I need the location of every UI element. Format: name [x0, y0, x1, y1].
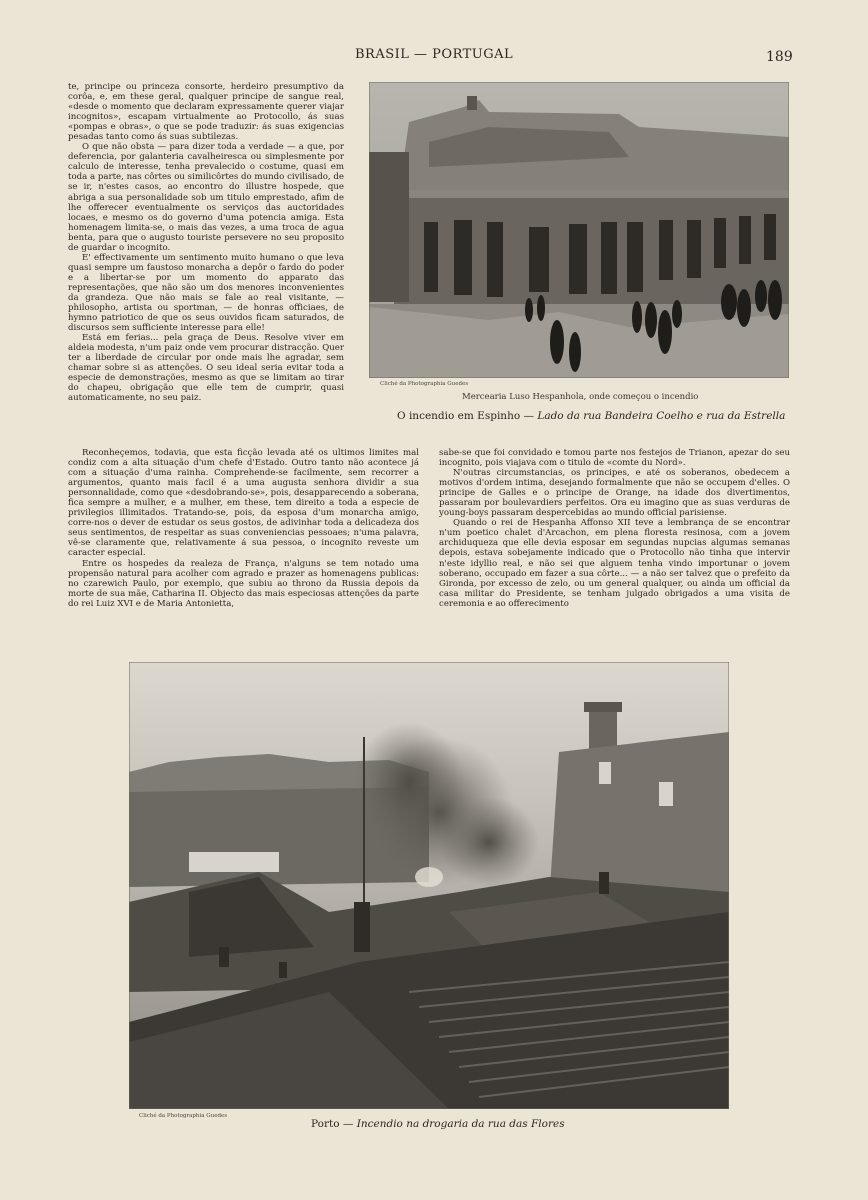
photo-espinho-image	[369, 82, 789, 378]
paragraph: Entre os hospedes da realeza de França, n'alguns se tem notado uma propensão natural para acolher com agrado e prazer as homenagens publicas: no czarewich Paulo, por exemplo, que subiu ao throno da Russia depois da morte de sua mãe, Catharina II. Objecto das mais especiosas attenções da parte do rei Luiz XVI e de Maria Antonietta,	[68, 558, 419, 609]
running-header: BRASIL — PORTUGAL	[355, 47, 514, 62]
photo-subcaption: Mercearia Luso Hespanhola, onde começou o incendio	[462, 392, 699, 402]
right-column-bottom	[439, 448, 790, 636]
caption-place: O incendio em Espinho —	[397, 410, 534, 422]
caption-detail: Lado da rua Bandeira Coelho e rua da Estrella	[537, 410, 786, 422]
paragraph: N'outras circumstancias, os principes, e até os soberanos, obedecem a motivos d'ordem intima, desejando formalmente que não se occupem d'elles. O principe de Galles e o principe de Orange, na idade dos divertimentos, passaram por boulevardiers perfeitos. Ora eu imagino que as suas verduras de young-boys passaram despercebidas ao mundo official parisiense.	[439, 468, 790, 519]
photo-porto-image	[129, 662, 729, 1109]
photo-porto-fire	[129, 662, 729, 1109]
photo-espinho-fire	[369, 82, 789, 378]
photo-credit: Cliché da Photographia Guedes	[380, 381, 469, 387]
paragraph: E' effectivamente um sentimento muito humano o que leva quasi sempre um faustoso monarcha a depôr o fardo do poder e a libertar-se por um momento do apparato das representações, que não são um dos menores inconvenientes da grandeza. Que não mais se fale ao real visitante, — philosopho, artista ou sportman, — de honras officiaes, de hymno patriotico de que os seus ouvidos ficam saturados, de discursos sem sufficiente interesse para elle!	[68, 252, 344, 334]
photo-caption	[397, 410, 785, 422]
photo-caption	[311, 1118, 565, 1130]
page-number: 189	[766, 49, 793, 65]
paragraph: te, principe ou princeza consorte, herdeiro presumptivo da corôa, e, em these geral, qualquer principe de sangue real, «desde o momento que declaram expressamente querer viajar incognitos», escapam virtualmente ao Protocollo, ás suas «pompas e obras», o que se pode traduzir: ás suas exigencias pesadas tanto como ás suas subtilezas.	[68, 82, 344, 143]
paragraph: O que não obsta — para dizer toda a verdade — a que, por deferencia, por galanteria cavalheiresca ou simplesmente por calculo de interesse, tenha prevalecido o costume, quasi em toda a parte, nas côrtes ou similicôrtes do mundo civilisado, de se ir, n'estes casos, ao encontro do illustre hospede, que abriga a sua personalidade sob um titulo emprestado, afim de lhe offerecer eventualmente os serviços das auctoridades locaes, e mesmo os do governo d'uma potencia amiga. Esta homenagem limita-se, o mais das vezes, a uma troca de agua benta, para que o augusto touriste persevere no seu proposito de guardar o incognito.	[68, 142, 344, 253]
paragraph: Está em ferias... pela graça de Deus. Resolve viver em aldeia modesta, n'um paiz onde vem procurar distracção. Quer ter a liberdade de circular por onde mais lhe agradar, sem chamar sobre si as attenções. O seu ideal seria evitar toda a especie de demonstrações, mesmo as que se limitam ao tirar do chapeu, obrigação que elle tem de cumprir, quasi automaticamente, no seu paiz.	[68, 333, 344, 404]
paragraph: Reconheçemos, todavia, que esta ficção levada até os ultimos limites mal condiz com a alta situação d'um chefe d'Estado. Outro tanto não acontece já com a situação d'uma rainha. Comprehende-se facilmente, sem recorrer a argumentos, quanto mais facil é a uma augusta senhora dividir a sua personnalidade, como que «desdobrando-se», pois, desapparecendo a soberana, fica sempre a mulher, e a mulher, em these, tem direito a toda a especie de privilegios illimitados. Tratando-se, pois, da esposa d'um monarcha amigo, corre-nos o dever de estudar os seus gostos, de adivinhar toda a delicadeza dos seus sentimentos, de respeitar as suas conveniencias pessoaes; n'uma palavra, vê-se claramente que, relativamente á sua pessoa, o incognito reveste um caracter especial.	[68, 448, 419, 559]
photo-credit: Cliché da Photographia Guedes	[139, 1113, 228, 1119]
caption-detail: Incendio na drogaria da rua das Flores	[356, 1118, 565, 1130]
caption-place: Porto —	[311, 1118, 354, 1130]
left-column-top	[68, 82, 344, 450]
paragraph: sabe-se que foi convidado e tomou parte nos festejos de Trianon, apezar do seu incognito, pois viajava com o titulo de «comte du Nord».	[439, 448, 790, 469]
paragraph: Quando o rei de Hespanha Affonso XII teve a lembrança de se encontrar n'um poetico chalet d'Arcachon, em plena floresta resinosa, com a jovem archiduqueza que elle devia esposar em segundas nupcias algumas semanas depois, estava sobejamente indicado que o Protocollo não tinha que intervir n'este idyllio real, e não sei que alguem tenha vindo importunar o jovem soberano, occupado em fazer a sua côrte... — a não ser talvez que o prefeito da Gironda, por excesso de zelo, ou um general qualquer, ou ainda um official da casa militar do Presidente, se tenham julgado obrigados a uma visita de ceremonia e ao offerecimento	[439, 518, 790, 609]
left-column-bottom	[68, 448, 419, 634]
